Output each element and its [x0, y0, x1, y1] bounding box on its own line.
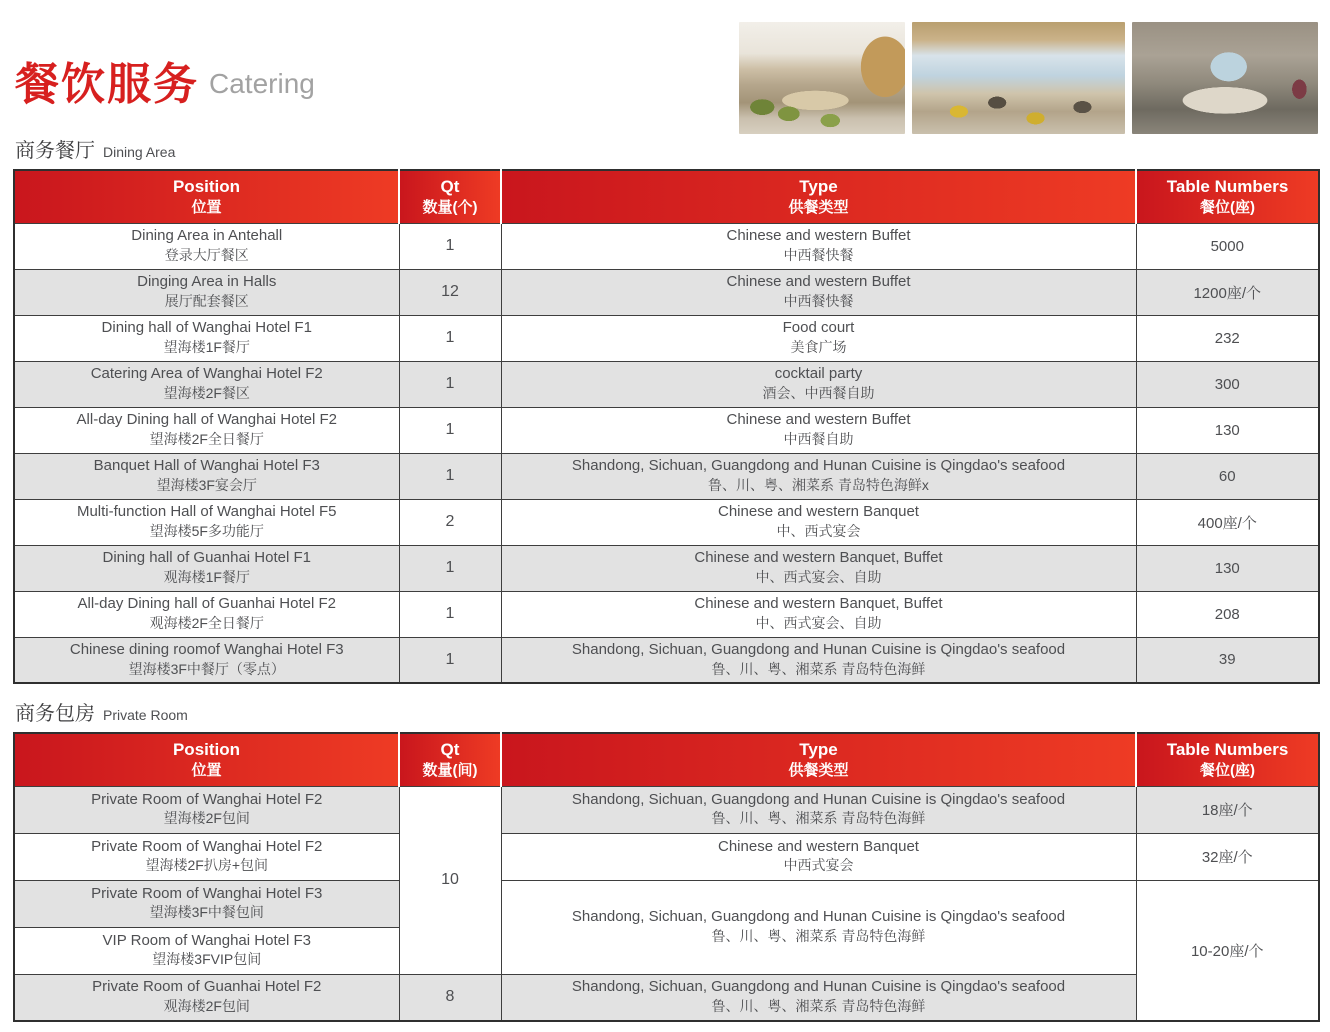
seats-cell: 300: [1136, 361, 1319, 407]
buffet-restaurant-photo: [739, 22, 905, 134]
seats-cell: 18座/个: [1136, 786, 1319, 833]
section-heading-en: Dining Area: [103, 144, 176, 160]
type-cell: Shandong, Sichuan, Guangdong and Hunan Cuisine is Qingdao's seafood 鲁、川、粤、湘菜系 青岛特色海鲜: [501, 637, 1136, 683]
section-heading-private-room: [15, 697, 1318, 726]
position-cell: Private Room of Guanhai Hotel F2 观海楼2F包间: [14, 974, 399, 1021]
seats-cell: 60: [1136, 453, 1319, 499]
table-header-row: [14, 733, 1319, 786]
qt-cell: 1: [399, 637, 501, 683]
position-cell: Dining hall of Wanghai Hotel F1 望海楼1F餐厅: [14, 315, 399, 361]
type-cell: Shandong, Sichuan, Guangdong and Hunan Cuisine is Qingdao's seafood 鲁、川、粤、湘菜系 青岛特色海鲜: [501, 786, 1136, 833]
type-cell: Chinese and western Buffet 中西餐自助: [501, 407, 1136, 453]
type-cell: Chinese and western Buffet 中西餐快餐: [501, 223, 1136, 269]
type-column-header: Type 供餐类型: [501, 733, 1136, 786]
qt-cell: 2: [399, 499, 501, 545]
position-cell: Catering Area of Wanghai Hotel F2 望海楼2F餐区: [14, 361, 399, 407]
type-cell: Chinese and western Banquet, Buffet 中、西式宴会、自助: [501, 591, 1136, 637]
dining-hall-photo: [912, 22, 1125, 134]
page-title-zh: 餐饮服务: [15, 60, 199, 109]
position-cell: Dinging Area in Halls 展厅配套餐区: [14, 269, 399, 315]
qt-cell: 1: [399, 223, 501, 269]
qt-merged-cell: 10: [399, 786, 501, 974]
seats-cell: 400座/个: [1136, 499, 1319, 545]
table-row: [14, 974, 1319, 1021]
table-row: [14, 453, 1319, 499]
table-row: [14, 361, 1319, 407]
table-row: [14, 880, 1319, 927]
position-cell: Private Room of Wanghai Hotel F3 望海楼3F中餐包间: [14, 880, 399, 927]
table-row: [14, 545, 1319, 591]
table-numbers-column-header: Table Numbers 餐位(座): [1136, 733, 1319, 786]
seats-merged-cell: 10-20座/个: [1136, 880, 1319, 1021]
type-cell: cocktail party 酒会、中西餐自助: [501, 361, 1136, 407]
type-cell: Shandong, Sichuan, Guangdong and Hunan Cuisine is Qingdao's seafood 鲁、川、粤、湘菜系 青岛特色海鲜x: [501, 453, 1136, 499]
qt-column-header: Qt 数量(间): [399, 733, 501, 786]
type-merged-cell: Shandong, Sichuan, Guangdong and Hunan Cuisine is Qingdao's seafood 鲁、川、粤、湘菜系 青岛特色海鲜: [501, 880, 1136, 974]
table-row: [14, 591, 1319, 637]
section-heading-dining-area: [15, 134, 1318, 163]
seats-cell: 208: [1136, 591, 1319, 637]
position-column-header: Position 位置: [14, 733, 399, 786]
table-row: [14, 269, 1319, 315]
table-row: [14, 315, 1319, 361]
qt-cell: 8: [399, 974, 501, 1021]
type-cell: Chinese and western Banquet 中西式宴会: [501, 833, 1136, 880]
table-row: [14, 407, 1319, 453]
seats-cell: 130: [1136, 407, 1319, 453]
qt-cell: 1: [399, 453, 501, 499]
dining-area-table: [13, 169, 1320, 684]
position-cell: Banquet Hall of Wanghai Hotel F3 望海楼3F宴会厅: [14, 453, 399, 499]
position-cell: All-day Dining hall of Guanhai Hotel F2 观海楼2F全日餐厅: [14, 591, 399, 637]
page-title-en: Catering: [209, 68, 315, 99]
section-heading-zh: 商务包房: [15, 703, 95, 725]
qt-cell: 1: [399, 545, 501, 591]
table-header-row: [14, 170, 1319, 223]
table-row: [14, 637, 1319, 683]
qt-column-header: Qt 数量(个): [399, 170, 501, 223]
qt-cell: 1: [399, 591, 501, 637]
type-column-header: Type 供餐类型: [501, 170, 1136, 223]
seats-cell: 32座/个: [1136, 833, 1319, 880]
table-row: [14, 786, 1319, 833]
position-cell: Dining Area in Antehall 登录大厅餐区: [14, 223, 399, 269]
section-heading-zh: 商务餐厅: [15, 140, 95, 162]
page-header: [13, 0, 1318, 130]
section-heading-en: Private Room: [103, 707, 188, 723]
qt-cell: 1: [399, 361, 501, 407]
type-cell: Chinese and western Buffet 中西餐快餐: [501, 269, 1136, 315]
position-cell: Chinese dining roomof Wanghai Hotel F3 望海楼3F中餐厅（零点）: [14, 637, 399, 683]
position-cell: Dining hall of Guanhai Hotel F1 观海楼1F餐厅: [14, 545, 399, 591]
position-cell: All-day Dining hall of Wanghai Hotel F2 望海楼2F全日餐厅: [14, 407, 399, 453]
type-cell: Shandong, Sichuan, Guangdong and Hunan Cuisine is Qingdao's seafood 鲁、川、粤、湘菜系 青岛特色海鲜: [501, 974, 1136, 1021]
private-round-table-room-photo: [1132, 22, 1318, 134]
type-cell: Food court 美食广场: [501, 315, 1136, 361]
seats-cell: 130: [1136, 545, 1319, 591]
page-title: [13, 22, 315, 112]
seats-cell: 1200座/个: [1136, 269, 1319, 315]
position-column-header: Position 位置: [14, 170, 399, 223]
seats-cell: 5000: [1136, 223, 1319, 269]
seats-cell: 232: [1136, 315, 1319, 361]
qt-cell: 1: [399, 315, 501, 361]
table-row: [14, 499, 1319, 545]
seats-cell: 39: [1136, 637, 1319, 683]
qt-cell: 1: [399, 407, 501, 453]
qt-cell: 12: [399, 269, 501, 315]
table-numbers-column-header: Table Numbers 餐位(座): [1136, 170, 1319, 223]
type-cell: Chinese and western Banquet 中、西式宴会: [501, 499, 1136, 545]
position-cell: VIP Room of Wanghai Hotel F3 望海楼3FVIP包间: [14, 927, 399, 974]
position-cell: Multi-function Hall of Wanghai Hotel F5 望海楼5F多功能厅: [14, 499, 399, 545]
type-cell: Chinese and western Banquet, Buffet 中、西式宴会、自助: [501, 545, 1136, 591]
private-room-table: [13, 732, 1320, 1022]
table-row: [14, 833, 1319, 880]
table-row: [14, 223, 1319, 269]
photo-strip: [739, 22, 1318, 134]
position-cell: Private Room of Wanghai Hotel F2 望海楼2F扒房+包间: [14, 833, 399, 880]
position-cell: Private Room of Wanghai Hotel F2 望海楼2F包间: [14, 786, 399, 833]
